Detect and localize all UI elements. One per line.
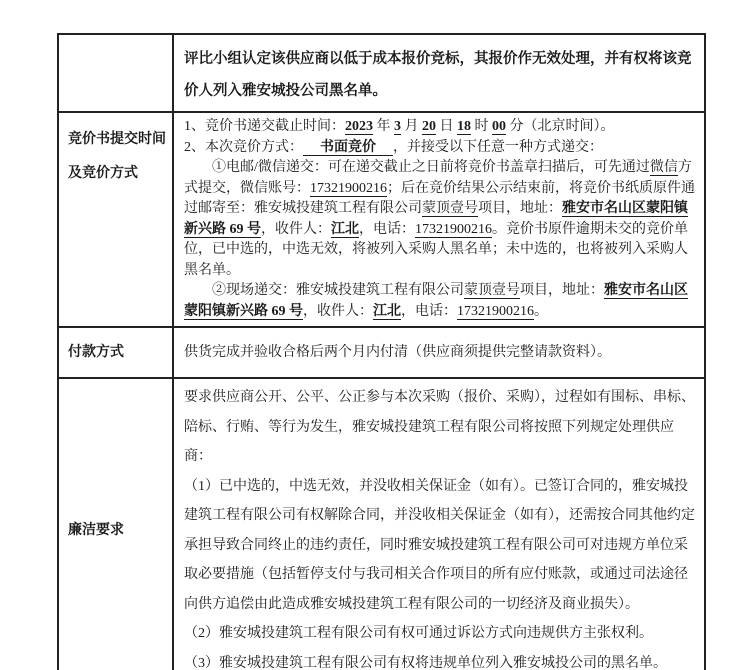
integrity-clause-1: （1）已中选的，中选无效，并没收相关保证金（如有）。已签订合同的，雅安城投建筑工程有限公司有权解除合同，并没收相关保证金（如有），还需按合同其他约定承担导致合同终止的违约责任，同时雅安城投建筑工程有限公司可对违规方单位采取必要措施（包括暂停支付与我司相关合作项目的所有应付账款，或通过司法途径向供方追偿由此造成雅安城投建筑工程有限公司的一切经济及商业损失）。 bbox=[184, 478, 695, 612]
integrity-label: 廉洁要求 bbox=[68, 522, 124, 538]
integrity-intro-paragraph: 要求供应商公开、公平、公正参与本次采购（报价、采购），过程如有围标、串标、陪标、行贿、等行为发生，雅安城投建筑工程有限公司将按照下列规定处理供应商： bbox=[184, 390, 695, 464]
submission-content-cell bbox=[173, 112, 705, 327]
submission-label-line-1: 竞价书提交时间 bbox=[68, 132, 166, 147]
penalty-note-content-cell bbox=[173, 34, 705, 112]
submission-deadline-line: 1、竞价书递交截止时间：2023 年 3 月 20 日 18 时 00 分（北京时间）。 bbox=[184, 119, 615, 134]
payment-label: 付款方式 bbox=[68, 344, 124, 360]
row-submission-time-method bbox=[58, 112, 705, 327]
integrity-content-cell bbox=[173, 378, 705, 670]
integrity-clause-2: （2）雅安城投建筑工程有限公司有权可通过诉讼方式向违规供方主张权利。 bbox=[184, 626, 653, 641]
row-penalty-note bbox=[58, 34, 705, 112]
payment-label-cell bbox=[58, 327, 173, 378]
penalty-note-empty-label-cell bbox=[58, 34, 173, 112]
bidding-method-line: 2、本次竞价方式： 书面竞价 ，并接受以下任意一种方式递交： bbox=[184, 139, 603, 155]
penalty-note-text: 评比小组认定该供应商以低于成本报价竞标，其报价作无效处理，并有权将该竞价人列入雅安城投公司黑名单。 bbox=[184, 51, 692, 99]
submission-label-line-2: 及竞价方式 bbox=[68, 166, 138, 181]
payment-terms-text: 供货完成并验收合格后两个月内付清（供应商须提供完整请款资料）。 bbox=[184, 345, 611, 360]
integrity-clause-3: （3）雅安城投建筑工程有限公司有权将违规单位列入雅安城投公司的黑名单。 bbox=[184, 655, 667, 670]
row-payment-method bbox=[58, 327, 705, 378]
row-integrity-requirements bbox=[58, 378, 705, 670]
integrity-label-cell bbox=[58, 378, 173, 670]
submission-label-cell bbox=[58, 112, 173, 327]
procurement-terms-table bbox=[57, 33, 706, 670]
payment-content-cell bbox=[173, 327, 705, 378]
onsite-delivery-paragraph: ②现场递交：雅安城投建筑工程有限公司蒙顶壹号项目，地址：雅安市名山区蒙阳镇新兴路 69 号，收件人：江北，电话：17321900216。 bbox=[184, 283, 688, 319]
email-wechat-delivery-paragraph: ①电邮/微信递交：可在递交截止之日前将竞价书盖章扫描后，可先通过微信方式提交，微信账号：17321900216；后在竞价结果公示结束前，将竞价书纸质原件通过邮寄至：雅安城投建筑工程有限公司蒙顶壹号项目，地址：雅安市名山区蒙阳镇新兴路 69 号，收件人：江北，电话：17321900216。竞价书原件逾期未交的竞价单位，已中选的，中选无效，将被列入采购人黑名单；未中选的，也将被列入采购人黑名单。 bbox=[184, 160, 695, 278]
